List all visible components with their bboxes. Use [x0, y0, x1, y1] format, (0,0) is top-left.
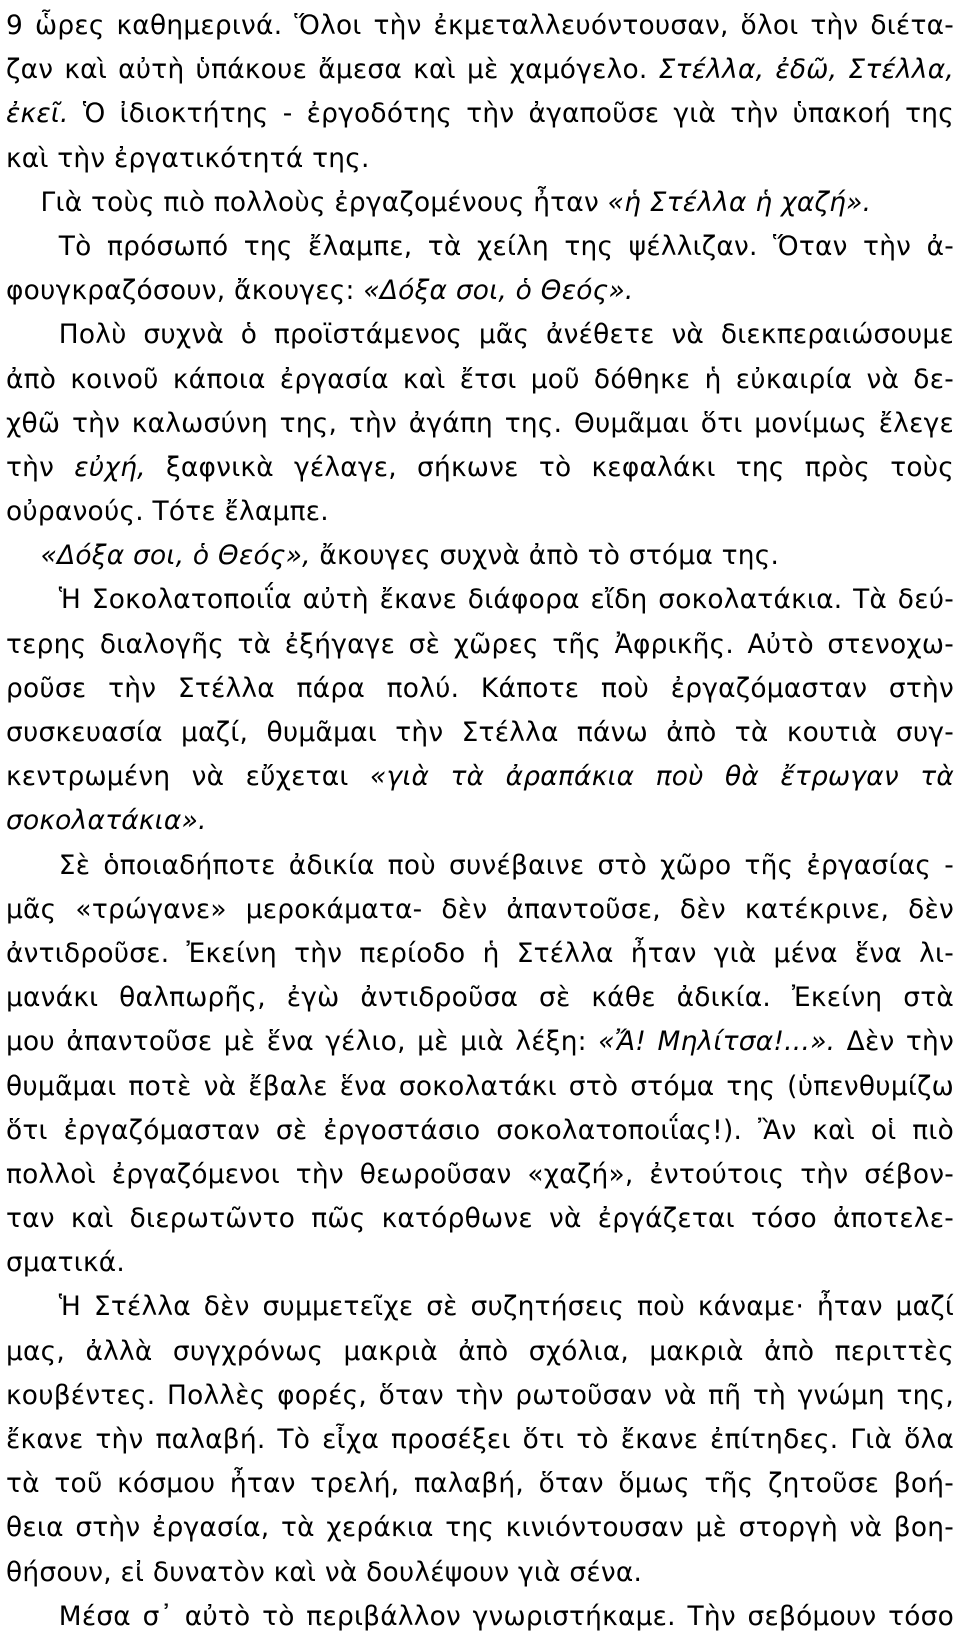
text-run: σματικά.	[6, 1247, 126, 1279]
text-line	[6, 1065, 954, 1109]
text-line	[6, 48, 954, 92]
text-run: Τὸ πρόσωπό της ἔλαμπε, τὰ χείλη της ψέλλιζαν. Ὅταν τὴν ἀ-	[58, 230, 954, 262]
text-line	[6, 1374, 954, 1418]
text-run: ζαν καὶ αὐτὴ ὑπάκουε ἄμεσα καὶ μὲ χαμόγελο.	[6, 54, 659, 86]
text-line	[6, 1330, 954, 1374]
text-line	[6, 225, 954, 269]
italic-text: «Δόξα σοι, ὁ Θεός»,	[40, 540, 311, 572]
text-line	[6, 446, 954, 490]
text-line	[6, 1197, 954, 1241]
text-line	[6, 623, 954, 667]
text-run: ταν καὶ διερωτῶντο πῶς κατόρθωνε νὰ ἐργάζεται τόσο ἀποτελε-	[6, 1203, 954, 1235]
text-line	[6, 976, 954, 1020]
text-line	[6, 1285, 954, 1329]
text-line	[6, 1418, 954, 1462]
text-run: Ἡ Σοκολατοποιΐα αὐτὴ ἔκανε διάφορα εἴδη σοκολατάκια. Τὰ δεύ-	[58, 584, 954, 616]
text-line	[6, 358, 954, 402]
text-line	[6, 1595, 954, 1639]
text-line	[6, 1241, 954, 1285]
text-run: χθῶ τὴν καλωσύνη της, τὴν ἀγάπη της. Θυμᾶμαι ὅτι μονίμως ἔλεγε	[6, 407, 954, 439]
text-line	[6, 1109, 954, 1153]
text-run: Δὲν τὴν	[835, 1026, 954, 1058]
text-run: ἔκανε τὴν παλαβή. Τὸ εἶχα προσέξει ὅτι τὸ ἔκανε ἐπίτηδες. Γιὰ ὅλα	[6, 1424, 954, 1455]
text-run: 9 ὧρες καθημερινά. Ὅλοι τὴν ἐκμεταλλευόντουσαν, ὅλοι τὴν διέτα-	[6, 10, 954, 41]
text-line	[6, 402, 954, 446]
text-run: τὰ τοῦ κόσμου ἦταν τρελή, παλαβή, ὅταν ὅμως τῆς ζητοῦσε βοή-	[6, 1468, 954, 1500]
text-run: κεντρωμένη νὰ εὔχεται	[6, 761, 370, 793]
text-line	[6, 711, 954, 755]
text-run: καὶ τὴν ἐργατικότητά της.	[6, 142, 370, 174]
text-line	[6, 1506, 954, 1550]
text-run: μανάκι θαλπωρῆς, ἐγὼ ἀντιδροῦσα σὲ κάθε ἀδικία. Ἐκείνη στὰ	[6, 982, 954, 1014]
text-line	[6, 932, 954, 976]
text-line	[6, 181, 954, 225]
text-line	[6, 844, 954, 888]
italic-text: Στέλλα, ἐδῶ, Στέλλα,	[658, 54, 954, 86]
text-run: κουβέντες. Πολλὲς φορές, ὅταν τὴν ρωτοῦσαν νὰ πῆ τὴ γνώμη της,	[6, 1379, 954, 1411]
italic-text: εὐχή,	[74, 451, 146, 483]
text-run: Μέσα σ᾽ αὐτὸ τὸ περιβάλλον γνωριστήκαμε. Τὴν σεβόμουν τόσο	[58, 1600, 954, 1632]
text-run: Ὁ ἰδιοκτήτης - ἐργοδότης τὴν ἀγαποῦσε γιὰ τὴν ὑπακοή της	[68, 98, 954, 130]
text-run: ἄκουγες συχνὰ ἀπὸ τὸ στόμα της.	[310, 540, 780, 572]
text-run: θεια στὴν ἐργασία, τὰ χεράκια της κινιόντουσαν μὲ στοργὴ νὰ βοη-	[6, 1512, 954, 1544]
text-line	[6, 1020, 954, 1064]
text-run: θυμᾶμαι ποτὲ νὰ ἔβαλε ἕνα σοκολατάκι στὸ στόμα της (ὑπενθυμίζω	[6, 1070, 954, 1102]
italic-text: «Ἄ! Μηλίτσα!...».	[598, 1026, 836, 1058]
text-run: τερης διαλογῆς τὰ ἐξήγαγε σὲ χῶρες τῆς Ἀφρικῆς. Αὐτὸ στενοχω-	[6, 628, 954, 660]
text-run: συσκευασία μαζί, θυμᾶμαι τὴν Στέλλα πάνω ἀπὸ τὰ κουτιὰ συγ-	[6, 717, 954, 748]
text-line	[6, 1551, 954, 1595]
text-line	[6, 92, 954, 136]
text-line	[6, 137, 954, 181]
text-run: ξαφνικὰ γέλαγε, σήκωνε τὸ κεφαλάκι της πρὸς τοὺς	[145, 451, 954, 483]
text-run: φουγκραζόσουν, ἄκουγες:	[6, 275, 364, 307]
text-line	[6, 888, 954, 932]
text-run: Ἡ Στέλλα δὲν συμμετεῖχε σὲ συζητήσεις ποὺ κάναμε· ἦταν μαζί	[58, 1291, 954, 1323]
text-run: μας, ἀλλὰ συγχρόνως μακριὰ ἀπὸ σχόλια, μακριὰ ἀπὸ περιττὲς	[6, 1335, 954, 1367]
text-run: Πολὺ συχνὰ ὁ προϊστάμενος μᾶς ἀνέθετε νὰ διεκπεραιώσουμε	[58, 319, 954, 351]
text-run: πολλοὶ ἐργαζόμενοι τὴν θεωροῦσαν «χαζή», ἐντούτοις τὴν σέβον-	[6, 1158, 954, 1190]
text-run: τὴν	[6, 451, 75, 483]
text-line	[6, 534, 954, 578]
text-line	[6, 667, 954, 711]
italic-text: «ἡ Στέλλα ἡ χαζή».	[607, 186, 872, 218]
text-line	[6, 269, 954, 313]
text-line	[6, 799, 954, 843]
italic-text: ἐκεῖ.	[6, 98, 69, 130]
italic-text: σοκολατάκια».	[6, 805, 207, 837]
text-run: ροῦσε τὴν Στέλλα πάρα πολύ. Κάποτε ποὺ ἐργαζόμασταν στὴν	[6, 672, 954, 704]
text-run: Γιὰ τοὺς πιὸ πολλοὺς ἐργαζομένους ἦταν	[6, 186, 608, 218]
text-line	[6, 1153, 954, 1197]
text-line	[6, 755, 954, 799]
text-line	[6, 1462, 954, 1506]
text-line	[6, 490, 954, 534]
text-run	[6, 540, 41, 571]
text-run: μᾶς «τρώγανε» μεροκάματα- δὲν ἀπαντοῦσε, δὲν κατέκρινε, δὲν	[6, 893, 954, 925]
text-run: μου ἀπαντοῦσε μὲ ἕνα γέλιο, μὲ μιὰ λέξη:	[6, 1026, 599, 1058]
text-line	[6, 4, 954, 48]
text-run: Σὲ ὁποιαδήποτε ἀδικία ποὺ συνέβαινε στὸ χῶρο τῆς ἐργασίας -	[58, 849, 954, 881]
text-run: οὐρανούς. Τότε ἔλαμπε.	[6, 496, 329, 528]
text-run: θήσουν, εἰ δυνατὸν καὶ νὰ δουλέψουν γιὰ σένα.	[6, 1556, 643, 1588]
italic-text: «Δόξα σοι, ὁ Θεός».	[363, 275, 634, 307]
text-line	[6, 578, 954, 622]
text-run: ὅτι ἐργαζόμασταν σὲ ἐργοστάσιο σοκολατοποιΐας!). Ἂν καὶ οἱ πιὸ	[6, 1114, 954, 1146]
text-line	[6, 313, 954, 357]
italic-text: «γιὰ τὰ ἀραπάκια ποὺ θὰ ἔτρωγαν τὰ	[369, 761, 954, 793]
text-run: ἀντιδροῦσε. Ἐκείνη τὴν περίοδο ἡ Στέλλα ἦταν γιὰ μένα ἕνα λι-	[6, 937, 954, 969]
text-run: ἀπὸ κοινοῦ κάποια ἐργασία καὶ ἔτσι μοῦ δόθηκε ἡ εὐκαιρία νὰ δε-	[6, 363, 954, 395]
